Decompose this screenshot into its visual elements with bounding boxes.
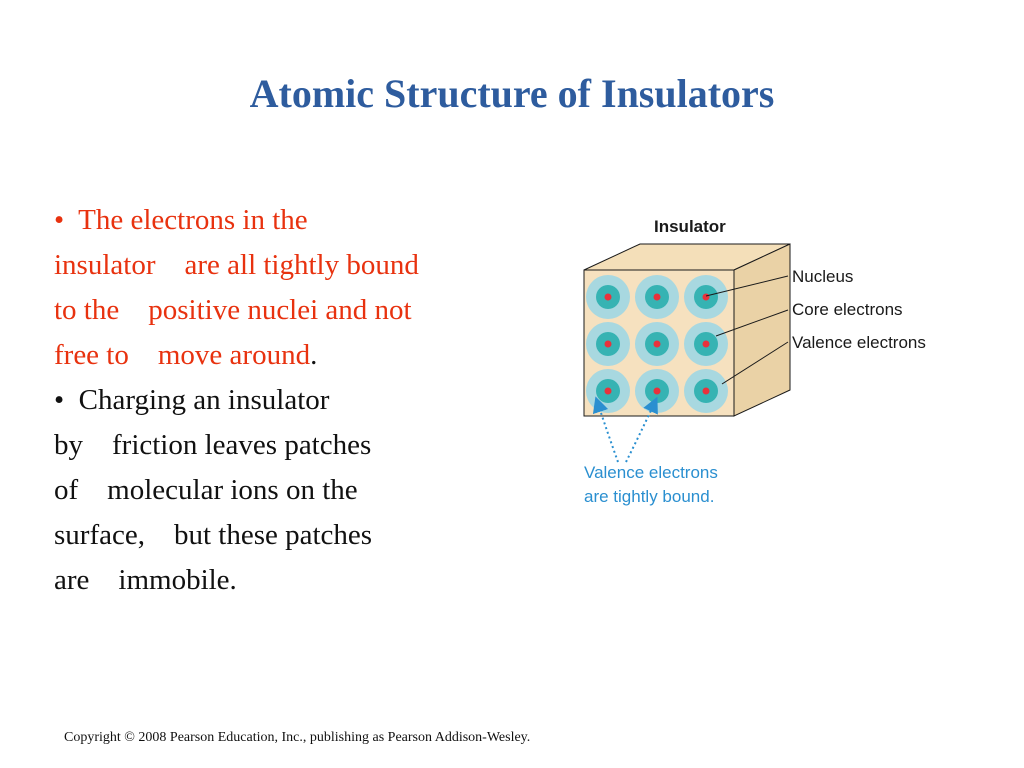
nucleus-dot	[654, 294, 661, 301]
atom	[635, 369, 679, 413]
body-text	[54, 198, 534, 603]
nucleus-dot	[605, 294, 612, 301]
bullet-2-line-3: of molecular ions on the	[54, 474, 358, 506]
nucleus-dot	[605, 388, 612, 395]
copyright-footer: Copyright © 2008 Pearson Education, Inc., publishing as Pearson Addison-Wesley.	[64, 730, 531, 745]
bullet-2	[54, 378, 534, 603]
caption-line-2: are tightly bound.	[584, 487, 715, 506]
bullet-2-line-2: by friction leaves patches	[54, 429, 372, 461]
bullet-1-line-2: insulator are all tightly bound	[54, 249, 419, 281]
bullet-2-line-1: • Charging an insulator	[54, 384, 330, 416]
nucleus-dot	[703, 341, 710, 348]
slide-title: Atomic Structure of Insulators	[249, 71, 775, 116]
nucleus-dot	[703, 388, 710, 395]
insulator-figure	[570, 206, 960, 518]
insulator-heading: Insulator	[654, 217, 726, 236]
caption-line-1: Valence electrons	[584, 463, 718, 482]
bullet-1-line-4	[54, 333, 534, 378]
bullet-1	[54, 198, 534, 378]
nucleus-dot	[654, 341, 661, 348]
nucleus-label: Nucleus	[792, 267, 854, 286]
valence-electrons-label: Valence electrons	[792, 333, 926, 352]
bullet-1-line-3: to the positive nuclei and not	[54, 294, 412, 326]
nucleus-dot	[703, 294, 710, 301]
bullet-1-period: .	[310, 339, 318, 371]
bullet-2-line-4: surface, but these patches	[54, 519, 373, 551]
nucleus-dot	[654, 388, 661, 395]
atom	[684, 369, 728, 413]
core-electrons-label: Core electrons	[792, 300, 903, 319]
atom	[586, 275, 630, 319]
atom	[586, 322, 630, 366]
atom	[635, 275, 679, 319]
bullet-2-line-5: are immobile.	[54, 564, 237, 596]
cube-side-face	[734, 244, 790, 416]
atom	[684, 275, 728, 319]
atom	[635, 322, 679, 366]
atom	[684, 322, 728, 366]
bullet-1-line-4-text: free to move around	[54, 339, 311, 371]
atom	[586, 369, 630, 413]
nucleus-dot	[605, 341, 612, 348]
bullet-1-line-1: • The electrons in the	[54, 204, 308, 236]
